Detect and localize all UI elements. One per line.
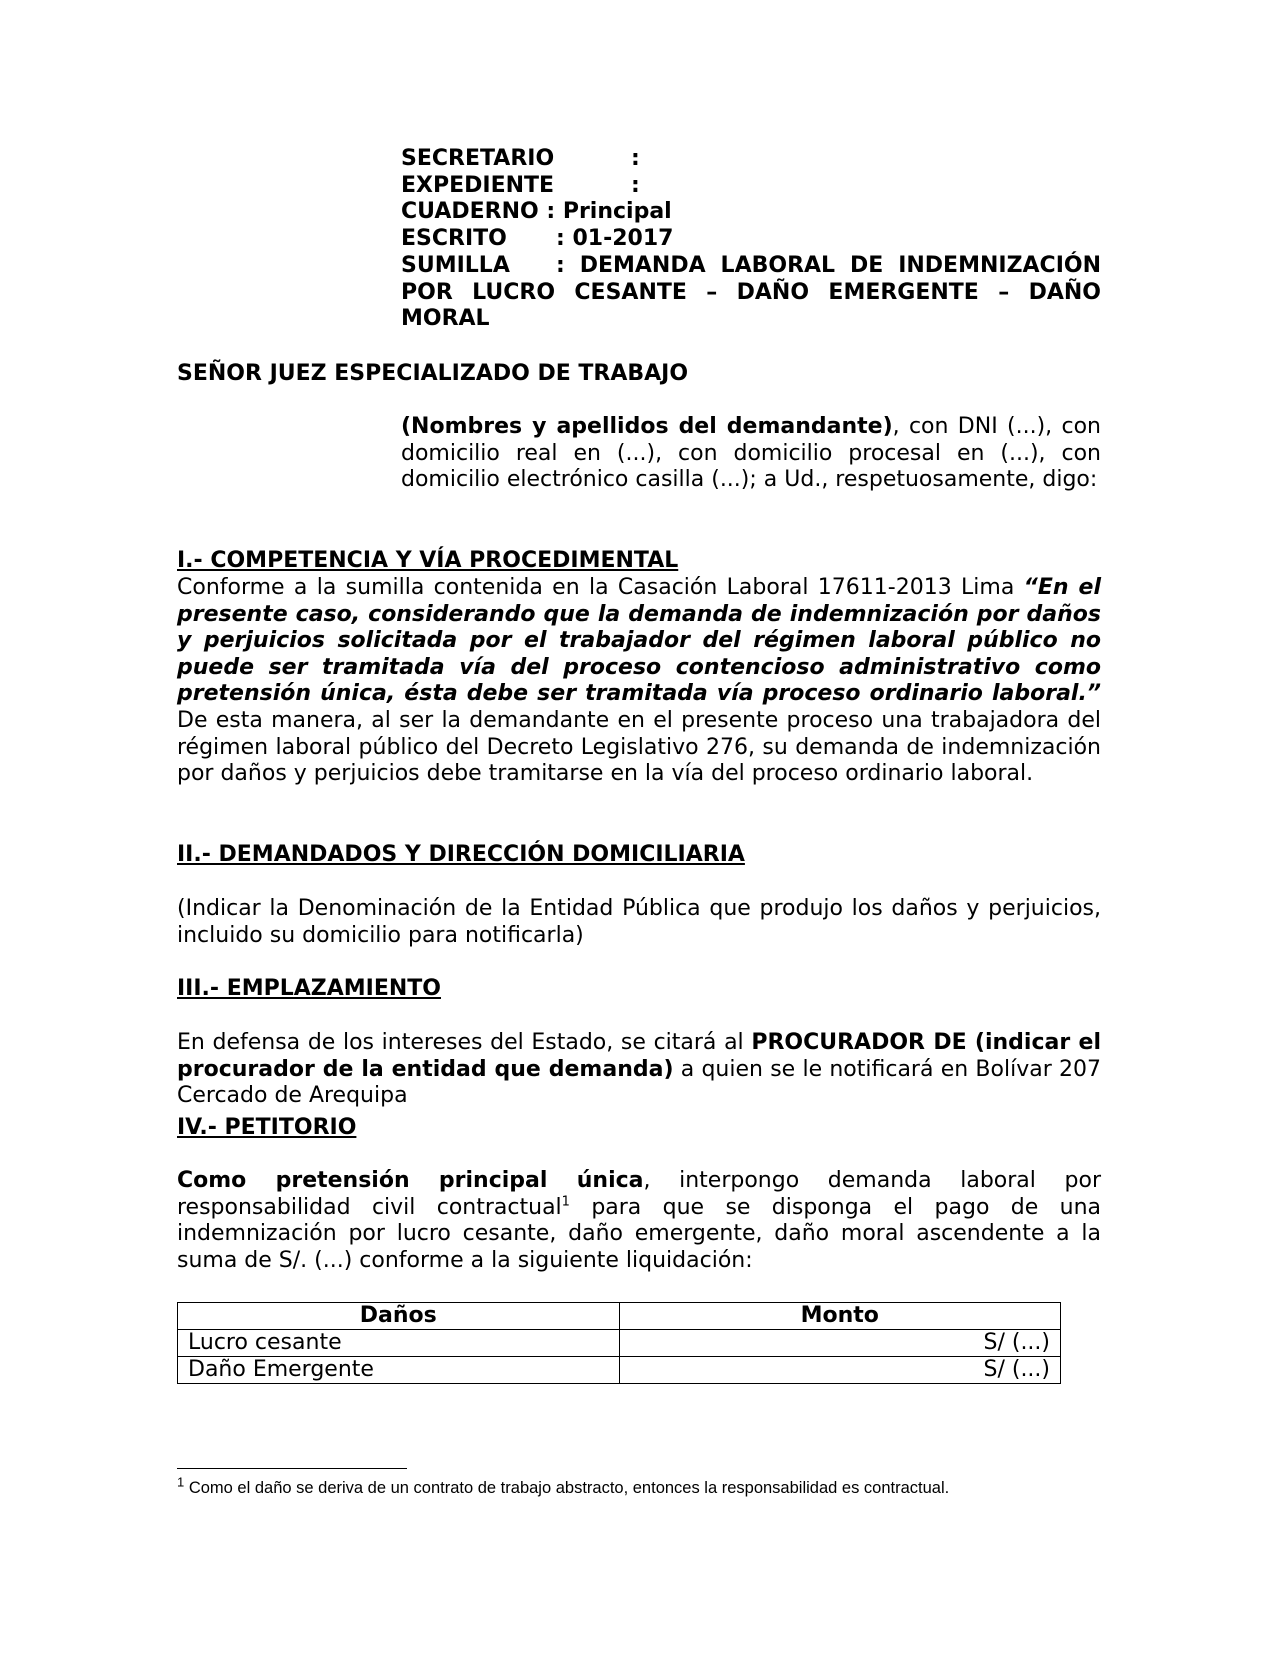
table-header-monto: Monto [619,1303,1061,1330]
section-2-paragraph: (Indicar la Denominación de la Entidad Pública que produjo los daños y perjuicios, incluido su domicilio para notificarla) [177,896,1101,948]
intro-paragraph [401,414,1101,494]
table-row [178,1330,1061,1357]
plaintiff-name: (Nombres y apellidos del demandante) [401,414,893,439]
escrito-label: ESCRITO [401,225,507,251]
expediente-label: EXPEDIENTE [401,172,555,198]
sumilla-text [401,253,1101,333]
cuaderno-text: CUADERNO : Principal [401,199,672,225]
cuaderno-row [401,199,1101,226]
escrito-row [401,226,1101,253]
section-1-text-a: Conforme a la sumilla contenida en la Casación Laboral 17611-2013 Lima [177,575,1024,600]
secretario-label: SECRETARIO [401,146,555,171]
procurador-bold: PROCURADOR DE (indicar el procurador de la entidad que demanda) [177,1030,1101,1082]
table-cell-amount: S/ (...) [619,1330,1061,1357]
section-1-paragraph [177,575,1101,788]
table-cell-amount: S/ (...) [619,1357,1061,1384]
expediente-row [401,173,1101,200]
section-3-text-b: a quien se le notificará en Bolívar 207 Cercado de Arequipa [177,1056,1101,1109]
table-cell-damage: Daño Emergente [178,1357,620,1384]
table-row [178,1357,1061,1384]
section-3-text-a: En defensa de los intereses del Estado, se citará al [177,1030,752,1055]
table-header-danos: Daños [178,1303,620,1330]
escrito-value: : 01-2017 [556,225,674,251]
secretario-sep: : [631,146,640,171]
petitorio-bold: Como pretensión principal única [177,1168,644,1193]
footnote-ref: 1 [561,1194,570,1210]
intro-rest: , con DNI (...), con domicilio real en (...), con domicilio procesal en (...), con domicilio electrónico casilla (...); a Ud., respetuosamente, digo: [401,414,1101,493]
section-4-paragraph [177,1168,1101,1274]
sumilla-label: SUMILLA [401,253,510,278]
expediente-sep: : [631,172,640,198]
section-2-heading: II.- DEMANDADOS Y DIRECCIÓN DOMICILIARIA [177,842,745,867]
table-cell-damage: Lucro cesante [178,1330,620,1357]
section-4-text-b: para que se disponga el pago de una indemnización por lucro cesante, daño emergente, daño moral ascendente a la suma de S/. (...) conforme a la siguiente liquidación: [177,1194,1101,1273]
footnote-number: 1 [177,1474,185,1490]
liquidation-table [177,1302,1061,1384]
footnote-separator [177,1468,407,1469]
section-3-heading: III.- EMPLAZAMIENTO [177,976,441,1001]
section-4-text-a: , interpongo demanda laboral por responsabilidad civil contractual [177,1168,1102,1220]
section-3-paragraph [177,1030,1101,1110]
sumilla-block [401,253,1101,333]
addressee: SEÑOR JUEZ ESPECIALIZADO DE TRABAJO [177,361,689,386]
secretario-row [401,146,1101,173]
sumilla-value: : DEMANDA LABORAL DE INDEMNIZACIÓN POR LUCRO CESANTE – DAÑO EMERGENTE – DAÑO MORAL [401,253,1101,332]
footnote-text: Como el daño se deriva de un contrato de trabajo abstracto, entonces la responsabilidad es contractual. [184,1479,950,1497]
section-4-heading: IV.- PETITORIO [177,1115,357,1140]
case-header [401,146,1101,252]
section-1-quote: “En el presente caso, considerando que la demanda de indemnización por daños y perjuicios solicitada por el trabajador del régimen laboral público no puede ser tramitada vía del proceso contencioso administrativo como pretensión única, ésta debe ser tramitada vía proceso ordinario laboral.” [177,575,1101,707]
section-1-heading: I.- COMPETENCIA Y VÍA PROCEDIMENTAL [177,548,679,573]
section-1-text-b: De esta manera, al ser la demandante en el presente proceso una trabajadora del régimen laboral público del Decreto Legislativo 276, su demanda de indemnización por daños y perjuicios debe tramitarse en la vía del proceso ordinario laboral. [177,707,1101,787]
footnote [177,1474,1077,1498]
table-header-row [178,1303,1061,1330]
